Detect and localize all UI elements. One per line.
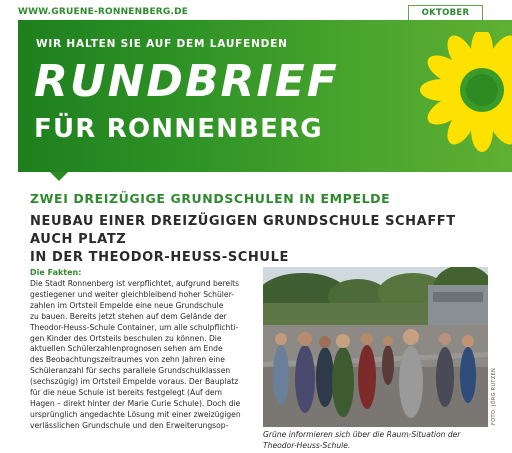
facts-heading: Die Fakten: xyxy=(30,268,82,277)
body-line: Die Stadt Ronnenberg ist verpflichtet, aufgrund bereits xyxy=(30,279,240,288)
section-heading: ZWEI DREIZÜGIGE GRUNDSCHULEN IN EMPELDE xyxy=(30,191,391,206)
newsletter-banner xyxy=(18,20,512,172)
photo-caption xyxy=(263,429,495,451)
body-line: gestiegener und weiter gleichbleibend hoher Schüler- xyxy=(30,289,234,299)
body-line: des Beobachtungszeitraumes von zehn Jahren eine xyxy=(30,355,225,365)
issue-date: OKTOBER xyxy=(421,8,470,18)
photo-credit: FOTO: JÖRG RUTZEN xyxy=(491,368,497,425)
headline-line: NEUBAU EINER DREIZÜGIGEN GRUNDSCHULE SCHAFFT AUCH PLATZ xyxy=(30,214,456,247)
body-line: für die neue Schule ist bereits festgelegt (Auf dem xyxy=(30,388,222,398)
website-url[interactable]: WWW.GRUENE-RONNENBERG.DE xyxy=(18,7,189,17)
body-line: aktuellen Schülerzahlenprognosen sehen am Ende xyxy=(30,344,223,354)
article-headline xyxy=(30,213,490,267)
banner-title-sub: FÜR RONNENBERG xyxy=(34,114,323,144)
body-line: ursprünglich angedachte Lösung mit einer zweizügigen xyxy=(30,409,241,419)
body-line: Schüleranzahl für sechs parallele Grundschulklassen xyxy=(30,366,231,376)
caption-line: Theodor-Heuss-Schule. xyxy=(263,441,351,450)
body-line: zu bauen. Bereits jetzt stehen auf dem Gelände der xyxy=(30,311,227,321)
sunflower-icon xyxy=(416,32,512,152)
body-line: gen Kinder des Ortsteils beschulen zu können. Die xyxy=(30,333,222,343)
issue-date-box xyxy=(408,5,483,20)
headline-line: IN DER THEODOR-HEUSS-SCHULE xyxy=(30,250,289,265)
article-body xyxy=(30,279,256,432)
caption-line: Grüne informieren sich über die Raum-Situation der xyxy=(263,430,461,439)
body-line: zahlen im Ortsteil Empelde eine neue Grundschule xyxy=(30,300,224,310)
article-photo xyxy=(263,267,488,427)
banner-title-main: RUNDBRIEF xyxy=(34,56,339,107)
banner-tagline: WIR HALTEN SIE AUF DEM LAUFENDEN xyxy=(36,38,288,50)
body-line: (sechszügig) im Ortsteil Empelde voraus. Der Bauplatz xyxy=(30,377,239,387)
body-line: Hagen – direkt hinter der Marie Curie Schule). Doch die xyxy=(30,398,241,408)
body-line: Theodor-Heuss-Schule Container, um alle schulpflichti- xyxy=(30,322,239,332)
banner-notch xyxy=(50,172,68,181)
body-line: verlässlichen Grundschule und den Erweiterungsop- xyxy=(30,420,229,430)
